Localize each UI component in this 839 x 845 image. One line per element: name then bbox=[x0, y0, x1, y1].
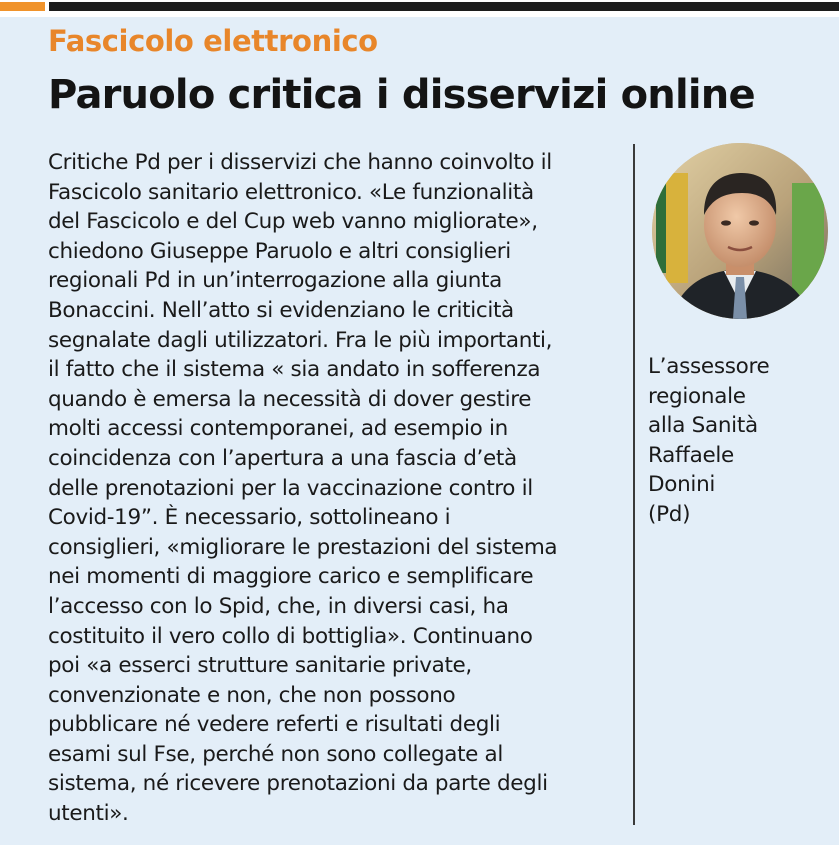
caption-line: alla Sanità bbox=[648, 413, 758, 439]
body-line: segnalate dagli utilizzatori. Fra le più importanti, bbox=[48, 327, 553, 353]
body-line: del Fascicolo e del Cup web vanno migliorate», bbox=[48, 209, 538, 235]
body-line: Covid-19”. È necessario, sottolineano i bbox=[48, 505, 451, 531]
body-line: Fascicolo sanitario elettronico. «Le funzionalità bbox=[48, 179, 534, 205]
body-line: poi «a esserci strutture sanitarie private, bbox=[48, 653, 472, 679]
column-divider bbox=[633, 144, 635, 825]
body-line: utenti». bbox=[48, 801, 129, 827]
body-line: Critiche Pd per i disservizi che hanno coinvolto il bbox=[48, 150, 552, 175]
body-line: regionali Pd in un’interrogazione alla giunta bbox=[48, 268, 502, 294]
top-rule bbox=[49, 2, 839, 11]
body-line: delle prenotazioni per la vaccinazione contro il bbox=[48, 475, 533, 501]
photo-caption bbox=[648, 352, 828, 530]
body-line: sistema, né ricevere prenotazioni da parte degli bbox=[48, 771, 548, 797]
body-line: esami sul Fse, perché non sono collegate al bbox=[48, 741, 503, 767]
caption-line: (Pd) bbox=[648, 501, 691, 527]
portrait-photo bbox=[652, 143, 828, 319]
body-line: nei momenti di maggiore carico e semplificare bbox=[48, 564, 534, 590]
accent-bar bbox=[0, 2, 45, 11]
body-line: Bonaccini. Nell’atto si evidenziano le criticità bbox=[48, 297, 514, 323]
body-line: consiglieri, «migliorare le prestazioni del sistema bbox=[48, 534, 558, 560]
caption-line: Donini bbox=[648, 472, 716, 498]
caption-line: L’assessore bbox=[648, 354, 770, 379]
article-headline: Paruolo critica i disservizi online bbox=[48, 72, 755, 118]
body-line: chiedono Giuseppe Paruolo e altri consiglieri bbox=[48, 238, 511, 264]
body-line: convenzionate e non, che non possono bbox=[48, 682, 456, 708]
body-line: molti accessi contemporanei, ad esempio in bbox=[48, 416, 508, 442]
body-line: costituito il vero collo di bottiglia». Continuano bbox=[48, 623, 533, 649]
caption-line: Raffaele bbox=[648, 442, 734, 468]
portrait-illustration bbox=[652, 143, 828, 319]
body-line: il fatto che il sistema « sia andato in sofferenza bbox=[48, 357, 541, 383]
body-line: l’accesso con lo Spid, che, in diversi casi, ha bbox=[48, 593, 509, 619]
body-line: quando è emersa la necessità di dover gestire bbox=[48, 386, 532, 412]
body-line: coincidenza con l’apertura a una fascia d’età bbox=[48, 445, 517, 471]
article-body bbox=[48, 148, 618, 829]
body-line: pubblicare né vedere referti e risultati degli bbox=[48, 712, 501, 738]
caption-line: regionale bbox=[648, 383, 746, 409]
article-kicker: Fascicolo elettronico bbox=[48, 24, 378, 58]
